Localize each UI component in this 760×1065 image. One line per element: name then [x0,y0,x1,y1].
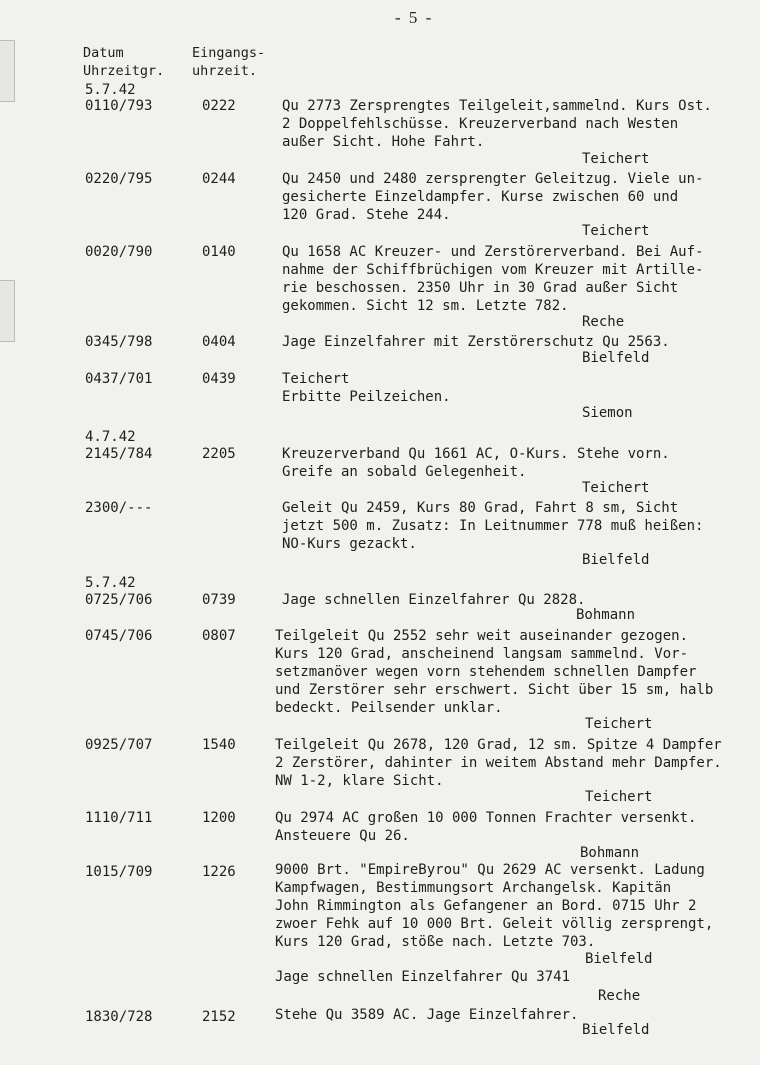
entry-time: 0345/798 [85,334,153,350]
entry-signature: Teichert [585,716,653,732]
entry-text-line: Teilgeleit Qu 2678, 120 Grad, 12 sm. Spitze 4 Dampfer [275,737,722,753]
entry-signature: Teichert [585,789,653,805]
entry-time: 0745/706 [85,628,153,644]
entry-text-line: Teichert [282,371,350,387]
entry-text-line: Jage schnellen Einzelfahrer Qu 3741 [275,969,571,985]
entry-text-line: Teilgeleit Qu 2552 sehr weit auseinander gezogen. [275,628,689,644]
entry-text-line: NW 1-2, klare Sicht. [275,773,444,789]
entry-signature: Bielfeld [585,951,653,967]
entry-time: 0110/793 [85,98,153,114]
entry-text-line: setzmanöver wegen vorn stehendem schnellen Dampfer [275,664,697,680]
entry-text-line: Jage schnellen Einzelfahrer Qu 2828. [282,592,586,608]
entry-text-line: nahme der Schiffbrüchigen vom Kreuzer mit Artille- [282,262,704,278]
entry-received-time: 2152 [202,1009,236,1025]
column-header-date: Datum Uhrzeitgr. [83,45,165,79]
entry-time: 1830/728 [85,1009,153,1025]
entry-text-line: außer Sicht. Hohe Fahrt. [282,134,485,150]
entry-signature: Bohmann [580,845,640,861]
entry-text-line: Stehe Qu 3589 AC. Jage Einzelfahrer. [275,1007,579,1023]
entry-received-time: 1226 [202,864,236,880]
date-heading: 5.7.42 [85,575,136,591]
entry-text-line: NO-Kurs gezackt. [282,536,417,552]
entry-time: 1015/709 [85,864,153,880]
entry-text-line: Kampfwagen, Bestimmungsort Archangelsk. Kapitän [275,880,672,896]
entry-time: 2300/--- [85,500,153,516]
entry-text-line: 2 Doppelfehlschüsse. Kreuzerverband nach Westen [282,116,679,132]
entry-signature: Reche [598,988,641,1004]
entry-signature: Siemon [582,405,633,421]
entry-time: 0925/707 [85,737,153,753]
entry-time: 1110/711 [85,810,153,826]
date-heading: 5.7.42 [85,82,136,98]
entry-text-line: Qu 2773 Zersprengtes Teilgeleit,sammelnd. Kurs Ost. [282,98,712,114]
entry-text-line: Ansteuere Qu 26. [275,828,410,844]
entry-signature: Teichert [582,151,650,167]
entry-time: 0220/795 [85,171,153,187]
punch-hole-mark [0,40,15,102]
entry-received-time: 1200 [202,810,236,826]
entry-text-line: Qu 2974 AC großen 10 000 Tonnen Frachter versenkt. [275,810,697,826]
entry-received-time: 0140 [202,244,236,260]
entry-text-line: Kreuzerverband Qu 1661 AC, O-Kurs. Stehe vorn. [282,446,670,462]
entry-signature: Reche [582,314,625,330]
entry-received-time: 0244 [202,171,236,187]
entry-time: 2145/784 [85,446,153,462]
entry-received-time: 0739 [202,592,236,608]
entry-text-line: Kurs 120 Grad, stöße nach. Letzte 703. [275,934,596,950]
entry-text-line: Qu 1658 AC Kreuzer- und Zerstörerverband. Bei Auf- [282,244,704,260]
entry-text-line: und Zerstörer sehr erschwert. Sicht über 15 sm, halb [275,682,714,698]
entry-text-line: Erbitte Peilzeichen. [282,389,451,405]
entry-text-line: John Rimmington als Gefangener an Bord. 0715 Uhr 2 [275,898,697,914]
entry-text-line: rie beschossen. 2350 Uhr in 30 Grad außer Sicht [282,280,679,296]
entry-text-line: Kurs 120 Grad, anscheinend langsam sammelnd. Vor- [275,646,689,662]
entry-text-line: Geleit Qu 2459, Kurs 80 Grad, Fahrt 8 sm, Sicht [282,500,679,516]
entry-text-line: gekommen. Sicht 12 sm. Letzte 782. [282,298,569,314]
column-header-received: Eingangs- uhrzeit. [192,45,266,79]
entry-text-line: gesicherte Einzeldampfer. Kurse zwischen 60 und [282,189,679,205]
entry-received-time: 0222 [202,98,236,114]
entry-text-line: Qu 2450 und 2480 zersprengter Geleitzug. Viele un- [282,171,704,187]
entry-text-line: 120 Grad. Stehe 244. [282,207,451,223]
entry-signature: Bielfeld [582,552,650,568]
entry-received-time: 0404 [202,334,236,350]
entry-signature: Bohmann [576,607,636,623]
entry-text-line: 9000 Brt. "EmpireByrou" Qu 2629 AC versenkt. Ladung [275,862,705,878]
entry-text-line: zwoer Fehk auf 10 000 Brt. Geleit völlig zersprengt, [275,916,714,932]
entry-text-line: Jage Einzelfahrer mit Zerstörerschutz Qu 2563. [282,334,670,350]
entry-time: 0725/706 [85,592,153,608]
entry-received-time: 1540 [202,737,236,753]
entry-time: 0437/701 [85,371,153,387]
date-heading: 4.7.42 [85,429,136,445]
entry-received-time: 0439 [202,371,236,387]
entry-signature: Bielfeld [582,350,650,366]
entry-signature: Teichert [582,480,650,496]
entry-signature: Teichert [582,223,650,239]
entry-text-line: bedeckt. Peilsender unklar. [275,700,503,716]
entry-text-line: jetzt 500 m. Zusatz: In Leitnummer 778 muß heißen: [282,518,704,534]
entry-time: 0020/790 [85,244,153,260]
punch-hole-mark [0,280,15,342]
entry-received-time: 0807 [202,628,236,644]
page-number: - 5 - [395,8,434,27]
entry-signature: Bielfeld [582,1022,650,1038]
entry-text-line: 2 Zerstörer, dahinter in weitem Abstand mehr Dampfer. [275,755,722,771]
entry-text-line: Greife an sobald Gelegenheit. [282,464,527,480]
entry-received-time: 2205 [202,446,236,462]
